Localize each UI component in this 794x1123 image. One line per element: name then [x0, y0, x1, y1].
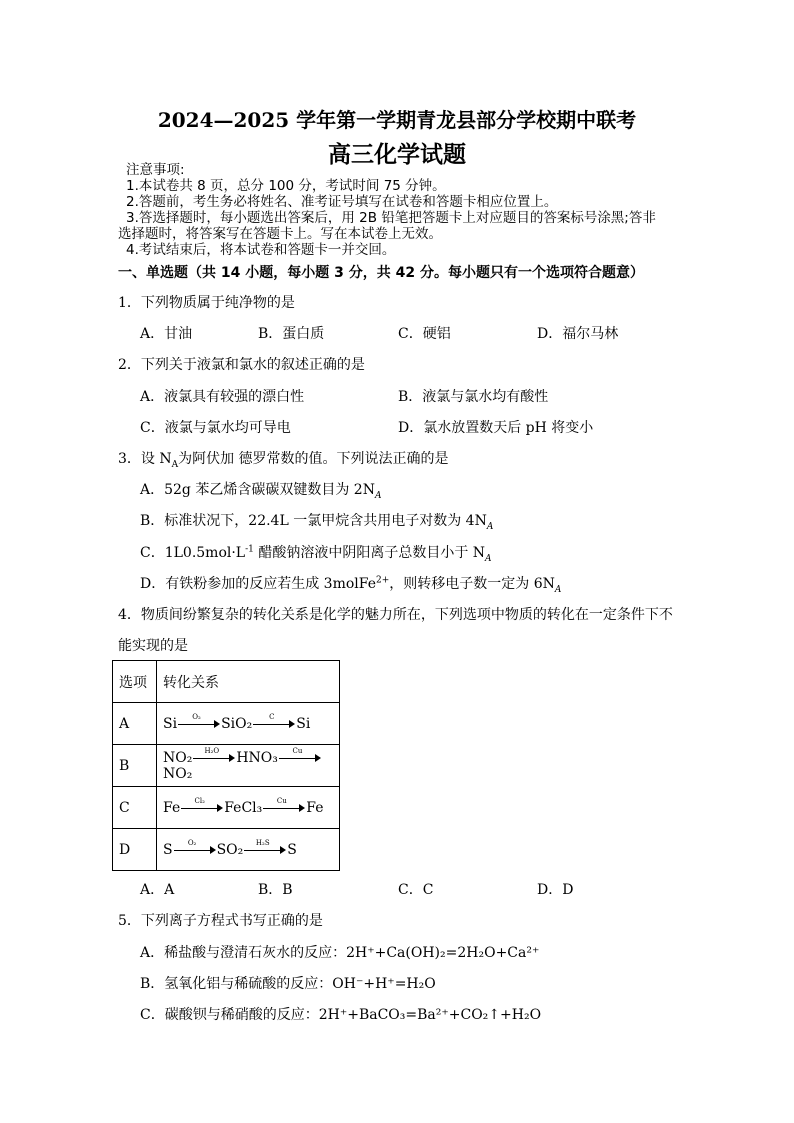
table-row: [113, 745, 340, 787]
conversion-cell: Fe Cl₂ FeCl₃ Cu Fe: [157, 787, 340, 829]
question-5-option-b: B．氢氧化铝与稀硫酸的反应：OH⁻+H⁺=H₂O: [140, 976, 436, 992]
question-3-option-b: B．标准状况下，22.4L 一氯甲烷含共用电子对数为 $4N_A$: [140, 513, 494, 532]
exam-subtitle: 高三化学试题: [328, 141, 466, 168]
reaction-arrow-icon: C: [253, 718, 295, 730]
question-4-option-c: C．C: [398, 882, 434, 898]
question-4-stem-line-1: 4．物质间纷繁复杂的转化关系是化学的魅力所在，下列选项中物质的转化在一定条件下不: [118, 607, 673, 623]
notice-line-3: 3.答选择题时，每小题选出答案后，用 2B 铅笔把答题卡上对应题目的答案标号涂黑;答非: [126, 210, 656, 226]
table-header-row: [113, 661, 340, 703]
question-3-option-c: C．$1L0.5mol\cdot L^{-1}$ 醋酸钠溶液中阴阳离子总数目小于 $N_A$: [140, 544, 492, 564]
question-3-stem: 3．设 $N_A$为阿伏加 德罗常数的值。下列说法正确的是: [118, 451, 449, 470]
question-1-option-d: D．福尔马林: [537, 326, 619, 342]
question-3-option-d: D．有铁粉参加的反应若生成 3molFe$^{2+}$，则转移电子数一定为 $6N_A$: [140, 575, 562, 595]
reaction-arrow-icon: O₂: [178, 718, 220, 730]
row-label: C: [113, 787, 157, 829]
conversion-table: [112, 660, 340, 871]
table-row: [113, 703, 340, 745]
question-1-option-b: B．蛋白质: [258, 326, 325, 342]
question-2-option-c: C．液氯与氯水均可导电: [140, 420, 291, 436]
row-label: B: [113, 745, 157, 787]
notice-heading: 注意事项:: [126, 162, 185, 178]
reaction-arrow-icon: Cu: [279, 752, 321, 764]
reaction-arrow-icon: Cu: [263, 802, 305, 814]
reaction-arrow-icon: Cl₂: [181, 802, 223, 814]
table-header-cell: 转化关系: [157, 661, 340, 703]
table-header-cell: 选项: [113, 661, 157, 703]
question-2-option-d: D．氯水放置数天后 pH 将变小: [398, 420, 594, 436]
conversion-cell: NO₂ H₂O HNO₃ Cu NO₂: [157, 745, 340, 787]
exam-title: 2024—2025 学年第一学期青龙县部分学校期中联考: [157, 108, 637, 132]
row-label: D: [113, 829, 157, 871]
question-2-option-b: B．液氯与氯水均有酸性: [398, 389, 549, 405]
question-1-stem: 1．下列物质属于纯净物的是: [118, 295, 295, 311]
question-4-option-b: B．B: [258, 882, 293, 898]
conversion-cell: S O₂ SO₂ H₂S S: [157, 829, 340, 871]
reaction-arrow-icon: O₂: [174, 844, 216, 856]
table-row: [113, 829, 340, 871]
section-heading: 一、单选题（共 14 小题，每小题 3 分，共 42 分。每小题只有一个选项符合题意）: [118, 265, 644, 281]
table-row: [113, 787, 340, 829]
row-label: A: [113, 703, 157, 745]
question-5-stem: 5．下列离子方程式书写正确的是: [118, 913, 323, 929]
question-2-stem: 2．下列关于液氯和氯水的叙述正确的是: [118, 357, 365, 373]
question-5-option-a: A．稀盐酸与澄清石灰水的反应：2H⁺+Ca(OH)₂=2H₂O+Ca²⁺: [140, 945, 540, 961]
conversion-cell: Si O₂ SiO₂ C Si: [157, 703, 340, 745]
question-5-option-c: C．碳酸钡与稀硝酸的反应：2H⁺+BaCO₃=Ba²⁺+CO₂↑+H₂O: [140, 1007, 542, 1023]
question-3-option-a: A．52g 苯乙烯含碳碳双键数目为 $2N_A$: [140, 482, 382, 501]
notice-line-2: 2.答题前，考生务必将姓名、准考证号填写在试卷和答题卡相应位置上。: [126, 194, 558, 210]
notice-line-4: 选择题时，将答案写在答题卡上。写在本试卷上无效。: [118, 226, 442, 242]
question-4-option-a: A．A: [140, 882, 175, 898]
question-4-stem-line-2: 能实现的是: [118, 638, 188, 654]
question-1-option-a: A．甘油: [140, 326, 193, 342]
question-4-option-d: D．D: [537, 882, 574, 898]
notice-line-5: 4.考试结束后，将本试卷和答题卡一并交回。: [126, 242, 396, 258]
question-1-option-c: C．硬铝: [398, 326, 451, 342]
notice-line-1: 1.本试卷共 8 页，总分 100 分，考试时间 75 分钟。: [126, 178, 446, 194]
reaction-arrow-icon: H₂S: [244, 844, 286, 856]
question-2-option-a: A．液氯具有较强的漂白性: [140, 389, 305, 405]
reaction-arrow-icon: H₂O: [193, 752, 235, 764]
